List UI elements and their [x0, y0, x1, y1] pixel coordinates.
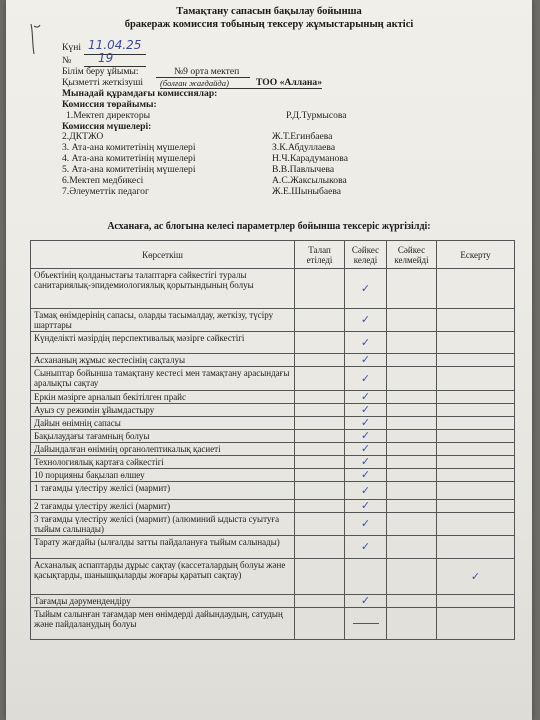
- check-mark-icon: ✓: [360, 416, 371, 429]
- cell-note: [437, 417, 515, 430]
- cell-required: [295, 309, 345, 332]
- table-row: [31, 367, 515, 391]
- number-value: 19: [98, 51, 114, 65]
- member-role: 4. Ата-ана комитетінің мүшелері: [62, 153, 196, 164]
- table-row: [31, 456, 515, 469]
- cell-note: [437, 354, 515, 367]
- check-mark-icon: ✓: [360, 594, 371, 607]
- cell-compliant: [345, 469, 387, 482]
- member-name: Ж.Е.Шыныбаева: [272, 186, 342, 197]
- cell-note: [437, 443, 515, 456]
- cell-noncompliant: [387, 417, 437, 430]
- cell-indicator: Ауыз су режимін ұйымдастыру: [31, 404, 295, 417]
- cell-note: [437, 309, 515, 332]
- cell-compliant: [345, 430, 387, 443]
- table-row: [31, 417, 515, 430]
- cell-compliant: [345, 513, 387, 536]
- cell-noncompliant: [387, 332, 437, 354]
- cell-note: [437, 595, 515, 608]
- cell-indicator: Дайын өнімнің сапасы: [31, 417, 295, 430]
- members-heading: Комиссия мүшелері:: [62, 121, 152, 132]
- check-mark-icon: ✓: [470, 569, 481, 583]
- table-row: [31, 559, 515, 595]
- check-mark-icon: ✓: [360, 403, 371, 416]
- chair-heading: Комиссия төрайымы:: [62, 99, 157, 110]
- org-label: Білім беру ұйымы:: [62, 66, 139, 77]
- cell-compliant: [345, 391, 387, 404]
- cell-note: [437, 367, 515, 391]
- cell-required: [295, 354, 345, 367]
- check-mark-icon: ✓: [360, 371, 371, 385]
- cell-noncompliant: [387, 513, 437, 536]
- cell-indicator: Асханалық аспаптарды дұрыс сақтау (кассеталардың болуы және қасықтарды, шанышқыларды жоғары қаратып сақтау): [31, 559, 295, 595]
- cell-indicator: 10 порцияны бақылап өлшеу: [31, 469, 295, 482]
- cell-noncompliant: [387, 354, 437, 367]
- cell-noncompliant: [387, 500, 437, 513]
- member-role: 6.Мектеп медбикесі: [62, 175, 144, 186]
- cell-indicator: 1 тағамды үлестіру желісі (мармит): [31, 482, 295, 500]
- cell-indicator: 2 тағамды үлестіру желісі (мармит): [31, 500, 295, 513]
- cell-noncompliant: [387, 595, 437, 608]
- cell-required: [295, 469, 345, 482]
- cell-compliant: [345, 536, 387, 559]
- cell-indicator: Объектінің қолданыстағы талаптарға сәйкестігі туралы санитариялық-эпидемиологиялық қорытындының болуы: [31, 269, 295, 309]
- table-row: [31, 443, 515, 456]
- cell-noncompliant: [387, 456, 437, 469]
- cell-compliant: [345, 595, 387, 608]
- date-label: Күні: [62, 42, 81, 53]
- cell-note: [437, 482, 515, 500]
- cell-required: [295, 404, 345, 417]
- cell-compliant: [345, 482, 387, 500]
- member-name: З.К.Абдуллаева: [272, 142, 336, 153]
- col-header-note: Ескерту: [437, 241, 515, 269]
- cell-compliant: [345, 608, 387, 640]
- date-value: 11.04.25: [88, 38, 142, 52]
- member-name: В.В.Павлычева: [272, 164, 335, 175]
- cell-indicator: Асхананың жұмыс кестесінің сақталуы: [31, 354, 295, 367]
- cell-required: [295, 500, 345, 513]
- member-name: Ж.Т.Егинбаева: [272, 131, 333, 142]
- cell-required: [295, 332, 345, 354]
- cell-noncompliant: [387, 367, 437, 391]
- check-mark-icon: ✓: [360, 429, 371, 442]
- cell-required: [295, 513, 345, 536]
- cell-required: [295, 559, 345, 595]
- cell-compliant: [345, 332, 387, 354]
- cell-note: [437, 469, 515, 482]
- cell-compliant: [345, 443, 387, 456]
- table-row: [31, 309, 515, 332]
- cell-indicator: Тыйым салынған тағамдар мен өнімдерді дайындаудың, сатудың және пайдаланудың болуы: [31, 608, 295, 640]
- cell-indicator: 3 тағамды үлестіру желісі (мармит) (алюминий ыдыста суытуға тыйым салынады): [31, 513, 295, 536]
- cell-required: [295, 367, 345, 391]
- table-row: [31, 500, 515, 513]
- supplier-note: (болған жағдайда): [160, 78, 229, 88]
- table-row: [31, 513, 515, 536]
- cell-noncompliant: [387, 536, 437, 559]
- check-mark-icon: ✓: [360, 517, 371, 530]
- cell-noncompliant: [387, 608, 437, 640]
- cell-noncompliant: [387, 559, 437, 595]
- cell-noncompliant: [387, 430, 437, 443]
- doc-title-line2: бракераж комиссия тобының тексеру жұмыстарының актісі: [124, 19, 414, 30]
- number-label: №: [62, 55, 72, 66]
- cell-noncompliant: [387, 469, 437, 482]
- table-row: [31, 482, 515, 500]
- cell-indicator: Тарату жағдайы (ылғалды затты пайдалануға тыйым салынады): [31, 536, 295, 559]
- cell-compliant: [345, 269, 387, 309]
- date-underline: [84, 54, 146, 55]
- check-mark-icon: ✓: [360, 281, 371, 295]
- inspection-table: [30, 240, 515, 640]
- cell-note: [437, 430, 515, 443]
- cell-compliant: [345, 354, 387, 367]
- cell-note: [437, 500, 515, 513]
- cell-indicator: Технологиялық картаға сәйкестігі: [31, 456, 295, 469]
- cell-compliant: [345, 367, 387, 391]
- check-mark-icon: ✓: [360, 540, 371, 553]
- member-role: 3. Ата-ана комитетінің мүшелері: [62, 142, 196, 153]
- cell-required: [295, 269, 345, 309]
- dash-mark-icon: [353, 623, 379, 624]
- cell-note: [437, 404, 515, 417]
- member-name: Н.Ч.Карадуманова: [272, 153, 348, 164]
- table-row: [31, 595, 515, 608]
- cell-note: [437, 559, 515, 595]
- table-row: [31, 332, 515, 354]
- cell-compliant: [345, 500, 387, 513]
- cell-compliant: [345, 456, 387, 469]
- check-mark-icon: ✓: [360, 353, 371, 366]
- table-row: [31, 354, 515, 367]
- check-mark-icon: ✓: [360, 483, 371, 497]
- cell-noncompliant: [387, 309, 437, 332]
- cell-note: [437, 269, 515, 309]
- chair-name: Р.Д.Турмысова: [286, 110, 347, 121]
- table-row: [31, 469, 515, 482]
- cell-compliant: [345, 404, 387, 417]
- cell-indicator: Бақылаудағы тағамның болуы: [31, 430, 295, 443]
- cell-indicator: Еркін мәзірге арналып бекітілген прайс: [31, 391, 295, 404]
- table-row: [31, 391, 515, 404]
- commission-heading: Мынадай құрамдағы комиссиялар:: [62, 88, 218, 99]
- cell-note: [437, 332, 515, 354]
- supplier-label: Қызметті жеткізуші: [62, 77, 143, 88]
- table-row: [31, 404, 515, 417]
- cell-indicator: Тамақ өнімдерінің сапасы, оларды тасымалдау, жеткізу, түсіру шарттары: [31, 309, 295, 332]
- col-header-required: Талап етіледі: [295, 241, 345, 269]
- cell-noncompliant: [387, 404, 437, 417]
- cell-required: [295, 417, 345, 430]
- cell-indicator: Күнделікті мәзірдің перспективалық мәзірге сәйкестігі: [31, 332, 295, 354]
- cell-compliant: [345, 559, 387, 595]
- cell-required: [295, 391, 345, 404]
- cell-note: [437, 536, 515, 559]
- cell-required: [295, 536, 345, 559]
- cell-required: [295, 456, 345, 469]
- cell-indicator: Тағамды дәрумендендіру: [31, 595, 295, 608]
- check-mark-icon: ✓: [360, 499, 371, 512]
- check-mark-icon: ✓: [360, 335, 371, 349]
- cell-note: [437, 391, 515, 404]
- member-role: 5. Ата-ана комитетінің мүшелері: [62, 164, 196, 175]
- member-role: 7.Әлеуметтік педагог: [62, 186, 149, 197]
- cell-noncompliant: [387, 482, 437, 500]
- col-header-compliant: Сәйкес келеді: [345, 241, 387, 269]
- cell-noncompliant: [387, 269, 437, 309]
- table-row: [31, 536, 515, 559]
- member-name: А.С.Жаксылыкова: [272, 175, 347, 186]
- supplier-value: ТОО «Аллана»: [256, 77, 323, 88]
- cell-required: [295, 482, 345, 500]
- table-row: [31, 269, 515, 309]
- org-value: №9 орта мектеп: [174, 66, 240, 77]
- table-row: [31, 430, 515, 443]
- cell-noncompliant: [387, 443, 437, 456]
- cell-required: [295, 430, 345, 443]
- check-mark-icon: ✓: [360, 455, 371, 468]
- cell-compliant: [345, 309, 387, 332]
- doc-title-line1: Тамақтану сапасын бақылау бойынша: [176, 6, 362, 17]
- cell-noncompliant: [387, 391, 437, 404]
- cell-required: [295, 608, 345, 640]
- col-header-indicator: Көрсеткіш: [31, 241, 295, 269]
- member-role: 2.ДКТЖО: [62, 131, 104, 142]
- col-header-noncompliant: Сәйкес келмейді: [387, 241, 437, 269]
- check-mark-icon: ✓: [360, 468, 371, 481]
- cell-note: [437, 608, 515, 640]
- table-row: [31, 608, 515, 640]
- check-mark-icon: ✓: [360, 390, 371, 403]
- cell-note: [437, 513, 515, 536]
- check-mark-icon: ✓: [360, 442, 371, 455]
- cell-required: [295, 443, 345, 456]
- chair-role: 1.Мектеп директоры: [66, 110, 151, 121]
- cell-compliant: [345, 417, 387, 430]
- cell-indicator: Сыныптар бойынша тамақтану кестесі мен тамақтану арасындағы аралықты сақтау: [31, 367, 295, 391]
- cell-required: [295, 595, 345, 608]
- cell-indicator: Дайындалған өнімнің органолептикалық қасиеті: [31, 443, 295, 456]
- section-title: Асханаға, ас блогына келесі параметрлер бойынша тексеріс жүргізілді:: [107, 221, 431, 232]
- cell-note: [437, 456, 515, 469]
- check-mark-icon: ✓: [360, 313, 371, 326]
